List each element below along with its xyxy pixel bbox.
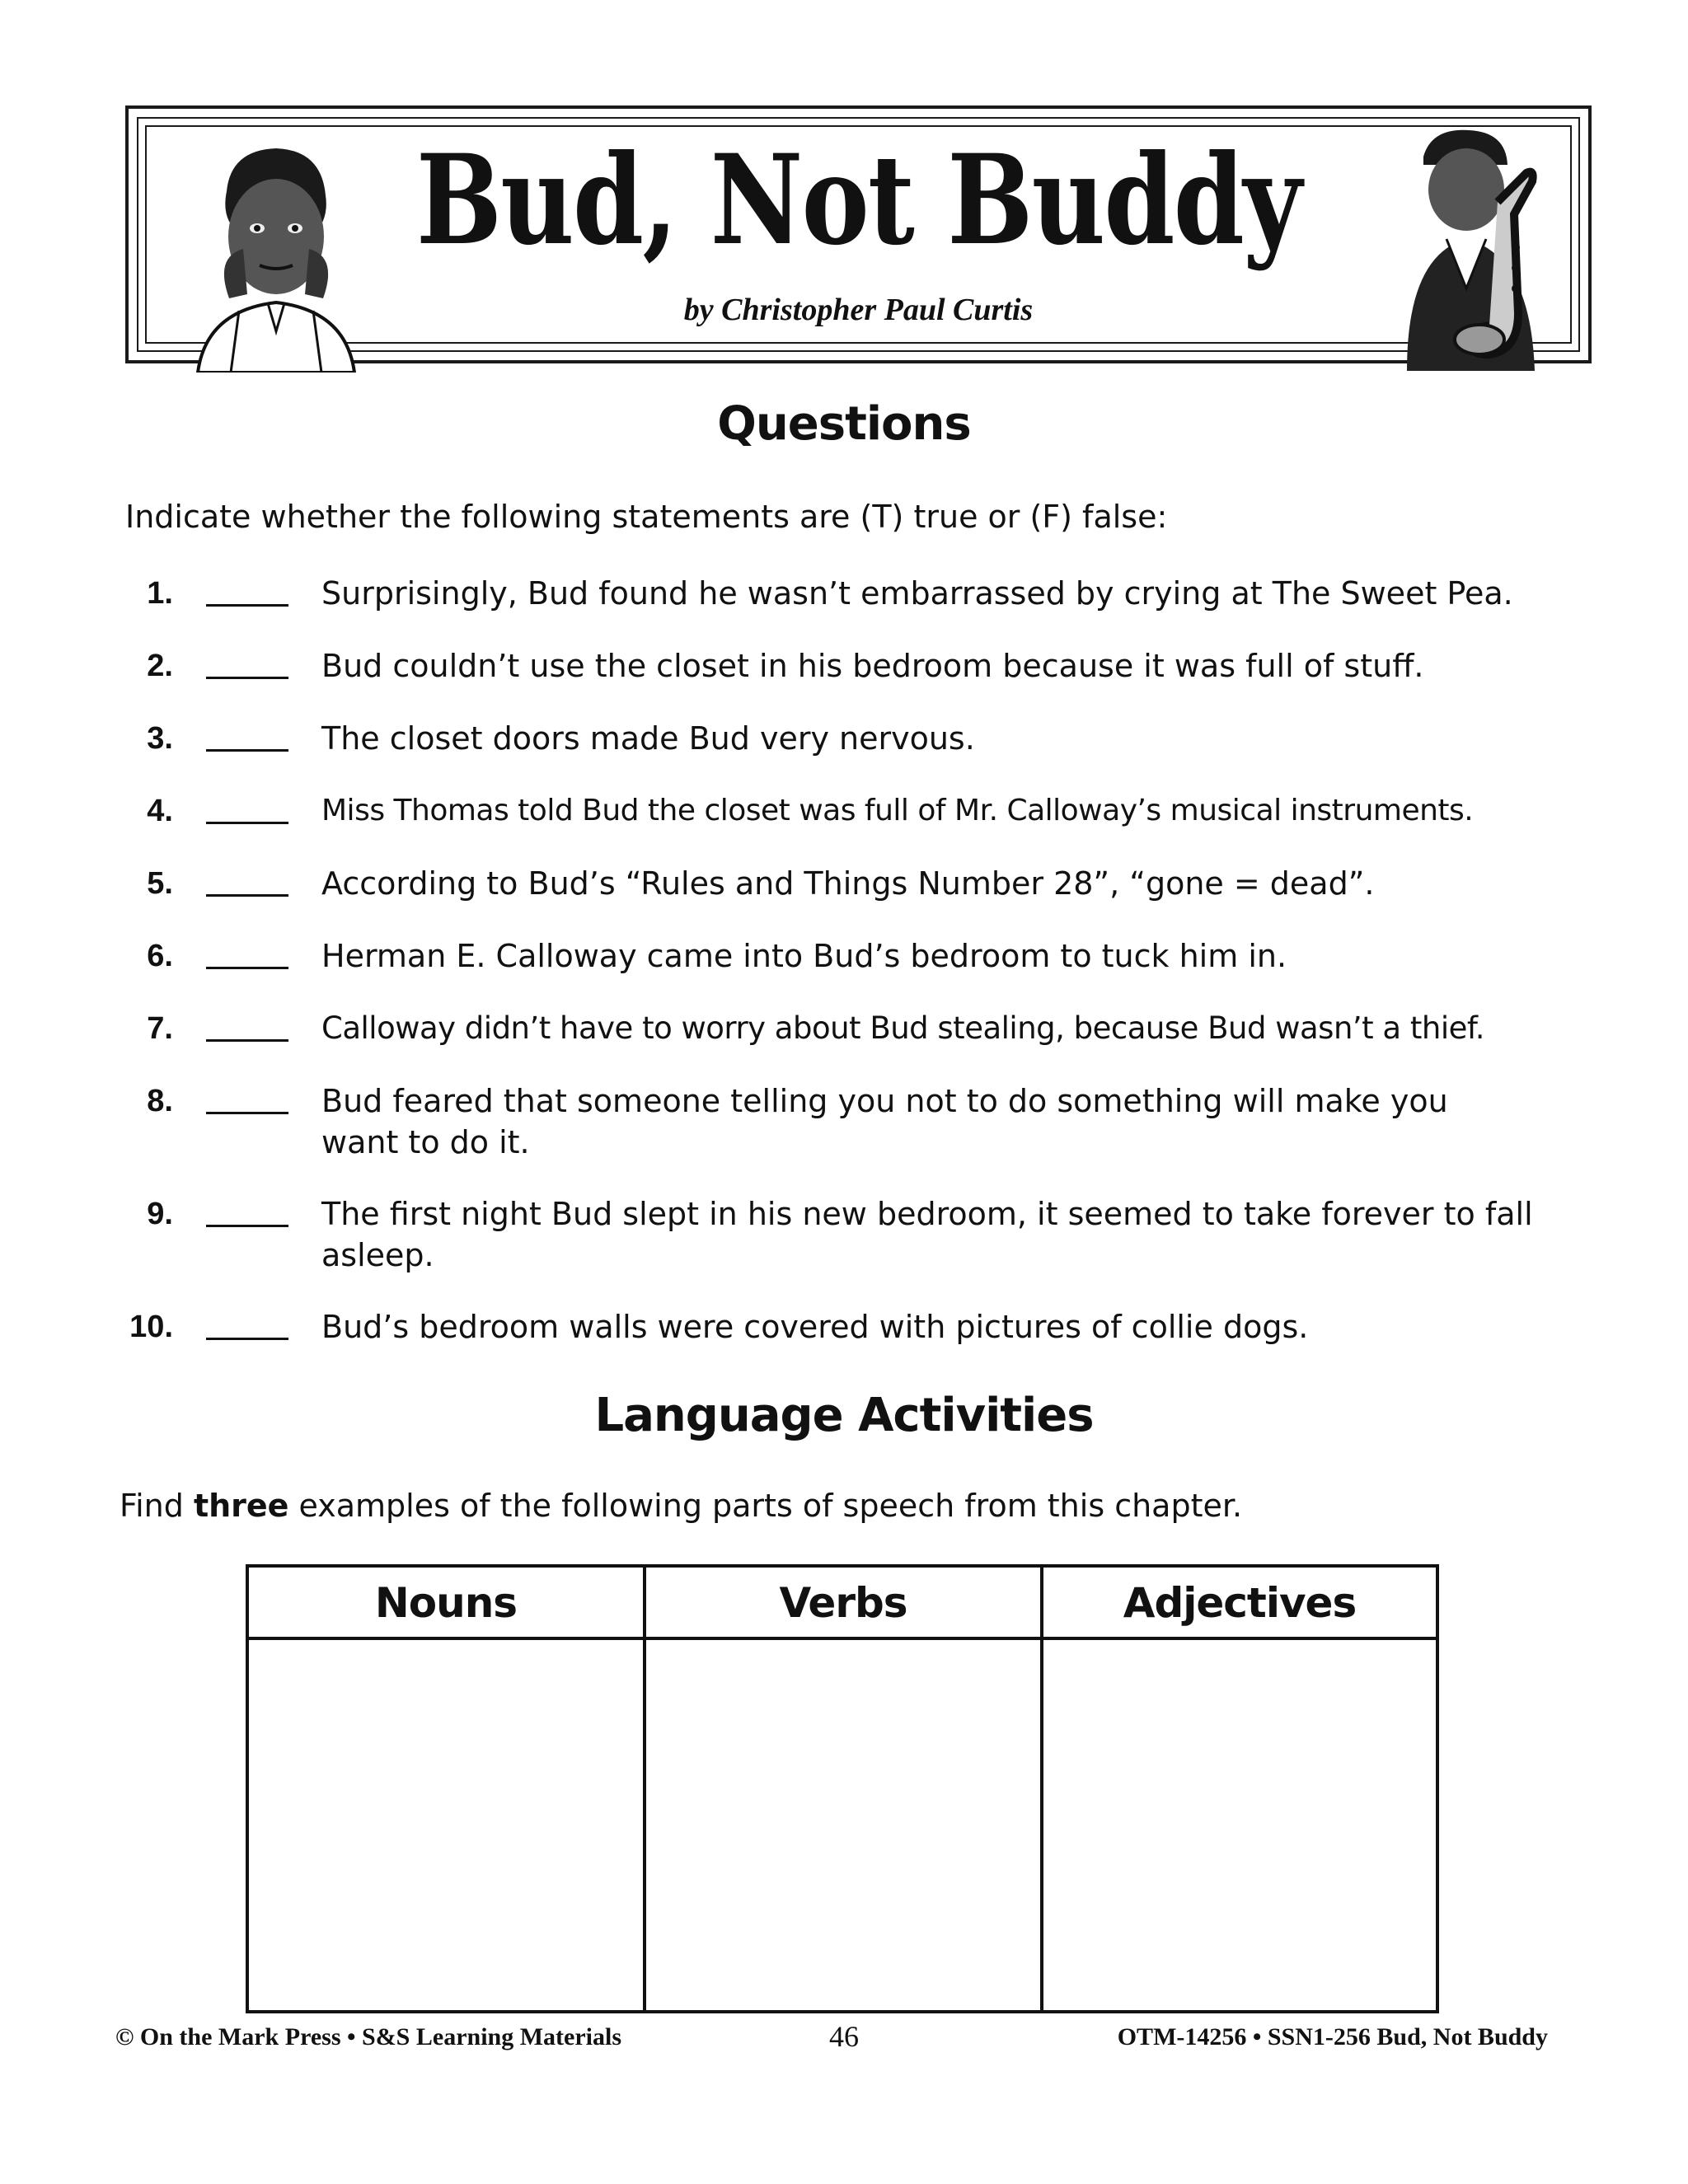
answer-blank[interactable]: [206, 749, 288, 752]
questions-heading: Questions: [717, 397, 971, 451]
answer-blank[interactable]: [206, 822, 288, 824]
language-activities-heading: Language Activities: [594, 1389, 1094, 1442]
question-text: Calloway didn’t have to worry about Bud stealing, because Bud wasn’t a thief.: [321, 1010, 1484, 1046]
column-header-verbs: Verbs: [779, 1579, 907, 1627]
question-number: 10.: [129, 1310, 173, 1344]
verbs-answer-cell[interactable]: [646, 1640, 1040, 2010]
question-text: Bud’s bedroom walls were covered with pictures of collie dogs.: [321, 1309, 1309, 1345]
book-title: Bud, Not Buddy: [415, 128, 1301, 273]
question-text: The closet doors made Bud very nervous.: [321, 720, 975, 757]
question-number: 3.: [147, 721, 173, 756]
title-banner: [125, 105, 1592, 363]
question-number: 8.: [147, 1084, 173, 1118]
question-text: Herman E. Calloway came into Bud’s bedroom to tuck him in.: [321, 938, 1287, 974]
question-text: Miss Thomas told Bud the closet was full of Mr. Calloway’s musical instruments.: [321, 794, 1474, 827]
question-number: 6.: [147, 939, 173, 973]
instruction-part: examples of the following parts of speech from this chapter.: [288, 1488, 1243, 1524]
nouns-answer-cell[interactable]: [249, 1640, 643, 2010]
saxophone-player-illustration-icon: [1374, 124, 1564, 371]
language-instruction: [120, 1488, 1242, 1524]
question-number: 9.: [147, 1197, 173, 1231]
page-number: 46: [829, 2020, 859, 2053]
question-number: 2.: [147, 649, 173, 683]
question-number: 4.: [147, 794, 173, 828]
questions-instruction: Indicate whether the following statements are (T) true or (F) false:: [125, 499, 1168, 535]
question-text: Bud feared that someone telling you not to do something will make you want to do it.: [321, 1083, 1448, 1160]
parts-of-speech-table: [246, 1564, 1439, 2013]
question-text: According to Bud’s “Rules and Things Number 28”, “gone = dead”.: [321, 865, 1375, 902]
answer-blank[interactable]: [206, 1338, 288, 1340]
answer-blank[interactable]: [206, 1112, 288, 1114]
book-author: by Christopher Paul Curtis: [683, 293, 1034, 327]
question-number: 7.: [147, 1011, 173, 1046]
question-text: The first night Bud slept in his new bedroom, it seemed to take forever to fall asleep.: [321, 1196, 1533, 1273]
answer-blank[interactable]: [206, 967, 288, 969]
question-number: 5.: [147, 866, 173, 901]
answer-blank[interactable]: [206, 894, 288, 897]
column-header-adjectives: Adjectives: [1123, 1579, 1357, 1627]
answer-blank[interactable]: [206, 677, 288, 679]
instruction-part: Find: [120, 1488, 194, 1524]
question-number: 1.: [147, 576, 173, 611]
footer-product-code: OTM-14256 • SSN1-256 Bud, Not Buddy: [1117, 2023, 1548, 2050]
footer-publisher: © On the Mark Press • S&S Learning Materials: [115, 2023, 621, 2050]
answer-blank[interactable]: [206, 1039, 288, 1042]
answer-blank[interactable]: [206, 604, 288, 607]
question-text: Surprisingly, Bud found he wasn’t embarrassed by crying at The Sweet Pea.: [321, 575, 1513, 612]
adjectives-answer-cell[interactable]: [1043, 1640, 1436, 2010]
answer-blank[interactable]: [206, 1225, 288, 1227]
column-header-nouns: Nouns: [374, 1579, 518, 1627]
instruction-emphasis: three: [193, 1488, 289, 1524]
question-text: Bud couldn’t use the closet in his bedroom because it was full of stuff.: [321, 648, 1424, 684]
